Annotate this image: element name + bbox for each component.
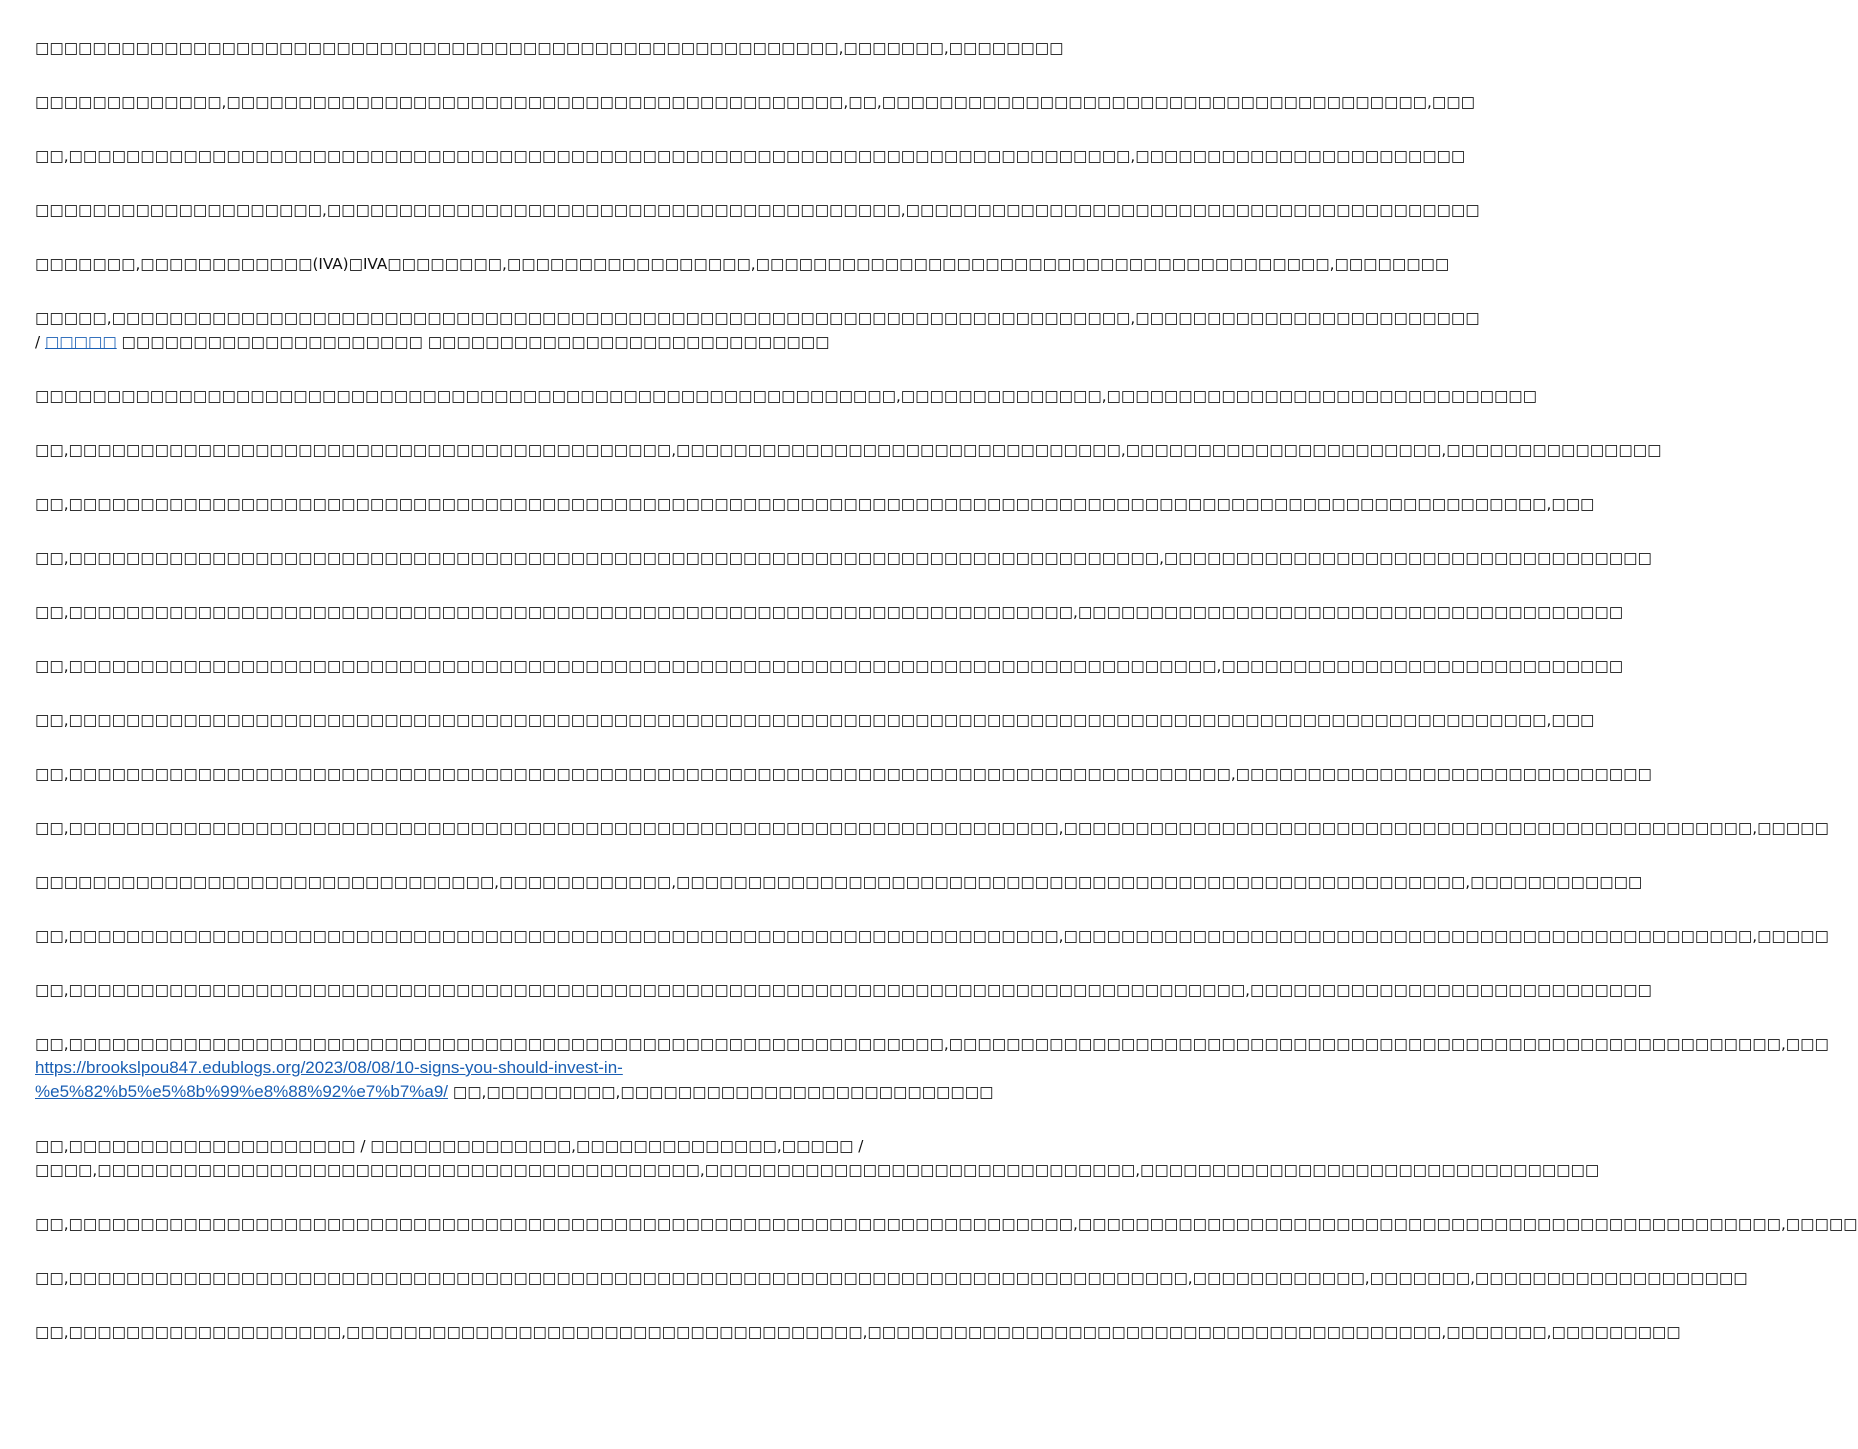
inline-link[interactable]: □□□□□ [44,333,117,351]
paragraph-23: □□,□□□□□□□□□□□□□□□□□□□,□□□□□□□□□□□□□□□□□□□□□□□□□□□□□□□□□□□□,□□□□□□□□□□□□□□□□□□□□□□□□□□□□□□□□□□□□□□□□,□□□□□□□,□□□□□□□□□ [35,1323,1681,1341]
paragraph-6-suffix: □□□□□□□□□□□□□□□□□□□□□ □□□□□□□□□□□□□□□□□□□□□□□□□□□□ [121,333,830,351]
paragraph-6 [35,306,1480,354]
paragraph-20-line-1: □□,□□□□□□□□□□□□□□□□□□□□ / □□□□□□□□□□□□□□,□□□□□□□□□□□□□□,□□□□□ / [35,1137,864,1155]
paragraph-19-url-line-1 [35,1056,989,1080]
paragraph-20-line-2: □□□□,□□□□□□□□□□□□□□□□□□□□□□□□□□□□□□□□□□□□□□□□□□,□□□□□□□□□□□□□□□□□□□□□□□□□□□□□□,□□□□□□□□□□□□□□□□□□□□□□□□□□□□□□□□ [35,1161,1600,1179]
blog-url-link[interactable]: https://brookslpou847.edublogs.org/2023/08/08/10-signs-you-should-invest-in- [35,1058,623,1077]
paragraph-5: □□□□□□□,□□□□□□□□□□□□(IVA)□IVA□□□□□□□□,□□□□□□□□□□□□□□□□□,□□□□□□□□□□□□□□□□□□□□□□□□□□□□□□□□□□□□□□□□,□□□□□□□□ [35,255,1450,273]
paragraph-19-line-1: □□,□□□□□□□□□□□□□□□□□□□□□□□□□□□□□□□□□□□□□□□□□□□□□□□□□□□□□□□□□□□□□,□□□□□□□□□□□□□□□□□□□□□□□□□□□□□□□□□□□□□□□□□□□□□□□□□□□□□□□□□□,□□□ [35,1035,1829,1053]
paragraph-19-suffix: □□,□□□□□□□□□,□□□□□□□□□□□□□□□□□□□□□□□□□□ [452,1083,994,1101]
paragraph-2: □□□□□□□□□□□□□,□□□□□□□□□□□□□□□□□□□□□□□□□□□□□□□□□□□□□□□□□□□,□□,□□□□□□□□□□□□□□□□□□□□□□□□□□□□□□□□□□□□□□,□□□ [35,93,1475,111]
paragraph-1: □□□□□□□□□□□□□□□□□□□□□□□□□□□□□□□□□□□□□□□□□□□□□□□□□□□□□□□□,□□□□□□□,□□□□□□□□ [35,39,1064,57]
paragraph-11: □□,□□□□□□□□□□□□□□□□□□□□□□□□□□□□□□□□□□□□□□□□□□□□□□□□□□□□□□□□□□□□□□□□□□□□□□,□□□□□□□□□□□□□□□□□□□□□□□□□□□□□□□□□□□□□□ [35,603,1624,621]
paragraph-7: □□□□□□□□□□□□□□□□□□□□□□□□□□□□□□□□□□□□□□□□□□□□□□□□□□□□□□□□□□□□,□□□□□□□□□□□□□□,□□□□□□□□□□□□□□□□□□□□□□□□□□□□□□ [35,387,1538,405]
paragraph-21: □□,□□□□□□□□□□□□□□□□□□□□□□□□□□□□□□□□□□□□□□□□□□□□□□□□□□□□□□□□□□□□□□□□□□□□□□,□□□□□□□□□□□□□□□□□□□□□□□□□□□□□□□□□□□□□□□□□□□□□□□□□,□□□□□ [35,1215,1858,1233]
paragraph-19-url-line-2 [35,1080,994,1104]
paragraph-20 [35,1134,1600,1182]
paragraph-17: □□,□□□□□□□□□□□□□□□□□□□□□□□□□□□□□□□□□□□□□□□□□□□□□□□□□□□□□□□□□□□□□□□□□□□□□,□□□□□□□□□□□□□□□□□□□□□□□□□□□□□□□□□□□□□□□□□□□□□□□□,□□□□□ [35,927,1829,945]
paragraph-22: □□,□□□□□□□□□□□□□□□□□□□□□□□□□□□□□□□□□□□□□□□□□□□□□□□□□□□□□□□□□□□□□□□□□□□□□□□□□□□□□□,□□□□□□□□□□□□,□□□□□□□,□□□□□□□□□□□□□□□□□□□ [35,1269,1748,1287]
paragraph-9: □□,□□□□□□□□□□□□□□□□□□□□□□□□□□□□□□□□□□□□□□□□□□□□□□□□□□□□□□□□□□□□□□□□□□□□□□□□□□□□□□□□□□□□□□□□□□□□□□□□□□□□□□□,□□□ [35,495,1595,513]
paragraph-6-prefix: / [35,333,41,351]
paragraph-8: □□,□□□□□□□□□□□□□□□□□□□□□□□□□□□□□□□□□□□□□□□□□□,□□□□□□□□□□□□□□□□□□□□□□□□□□□□□□□,□□□□□□□□□□□□□□□□□□□□□□,□□□□□□□□□□□□□□□ [35,441,1662,459]
paragraph-16: □□□□□□□□□□□□□□□□□□□□□□□□□□□□□□□□,□□□□□□□□□□□□,□□□□□□□□□□□□□□□□□□□□□□□□□□□□□□□□□□□□□□□□□□□□□□□□□□□□□□□,□□□□□□□□□□□□ [35,873,1643,891]
paragraph-19 [35,1032,1829,1104]
document-body [35,36,1858,1374]
paragraph-15: □□,□□□□□□□□□□□□□□□□□□□□□□□□□□□□□□□□□□□□□□□□□□□□□□□□□□□□□□□□□□□□□□□□□□□□□,□□□□□□□□□□□□□□□□□□□□□□□□□□□□□□□□□□□□□□□□□□□□□□□□,□□□□□ [35,819,1829,837]
paragraph-10: □□,□□□□□□□□□□□□□□□□□□□□□□□□□□□□□□□□□□□□□□□□□□□□□□□□□□□□□□□□□□□□□□□□□□□□□□□□□□□□,□□□□□□□□□□□□□□□□□□□□□□□□□□□□□□□□□□ [35,549,1652,567]
paragraph-14: □□,□□□□□□□□□□□□□□□□□□□□□□□□□□□□□□□□□□□□□□□□□□□□□□□□□□□□□□□□□□□□□□□□□□□□□□□□□□□□□□□□□,□□□□□□□□□□□□□□□□□□□□□□□□□□□□□ [35,765,1652,783]
paragraph-6-line-1: □□□□□,□□□□□□□□□□□□□□□□□□□□□□□□□□□□□□□□□□□□□□□□□□□□□□□□□□□□□□□□□□□□□□□□□□□□□□□,□□□□□□□□□□□□□□□□□□□□□□□□ [35,309,1480,327]
paragraph-13: □□,□□□□□□□□□□□□□□□□□□□□□□□□□□□□□□□□□□□□□□□□□□□□□□□□□□□□□□□□□□□□□□□□□□□□□□□□□□□□□□□□□□□□□□□□□□□□□□□□□□□□□□□,□□□ [35,711,1595,729]
paragraph-18: □□,□□□□□□□□□□□□□□□□□□□□□□□□□□□□□□□□□□□□□□□□□□□□□□□□□□□□□□□□□□□□□□□□□□□□□□□□□□□□□□□□□□,□□□□□□□□□□□□□□□□□□□□□□□□□□□□ [35,981,1652,999]
paragraph-12: □□,□□□□□□□□□□□□□□□□□□□□□□□□□□□□□□□□□□□□□□□□□□□□□□□□□□□□□□□□□□□□□□□□□□□□□□□□□□□□□□□□,□□□□□□□□□□□□□□□□□□□□□□□□□□□□ [35,657,1624,675]
paragraph-6-line-2 [35,330,989,354]
paragraph-3: □□,□□□□□□□□□□□□□□□□□□□□□□□□□□□□□□□□□□□□□□□□□□□□□□□□□□□□□□□□□□□□□□□□□□□□□□□□□□,□□□□□□□□□□□□□□□□□□□□□□□ [35,147,1466,165]
blog-url-link-continued[interactable]: %e5%82%b5%e5%8b%99%e8%88%92%e7%b7%a9/ [35,1082,449,1101]
paragraph-4: □□□□□□□□□□□□□□□□□□□□,□□□□□□□□□□□□□□□□□□□□□□□□□□□□□□□□□□□□□□□□,□□□□□□□□□□□□□□□□□□□□□□□□□□□□□□□□□□□□□□□□ [35,201,1480,219]
